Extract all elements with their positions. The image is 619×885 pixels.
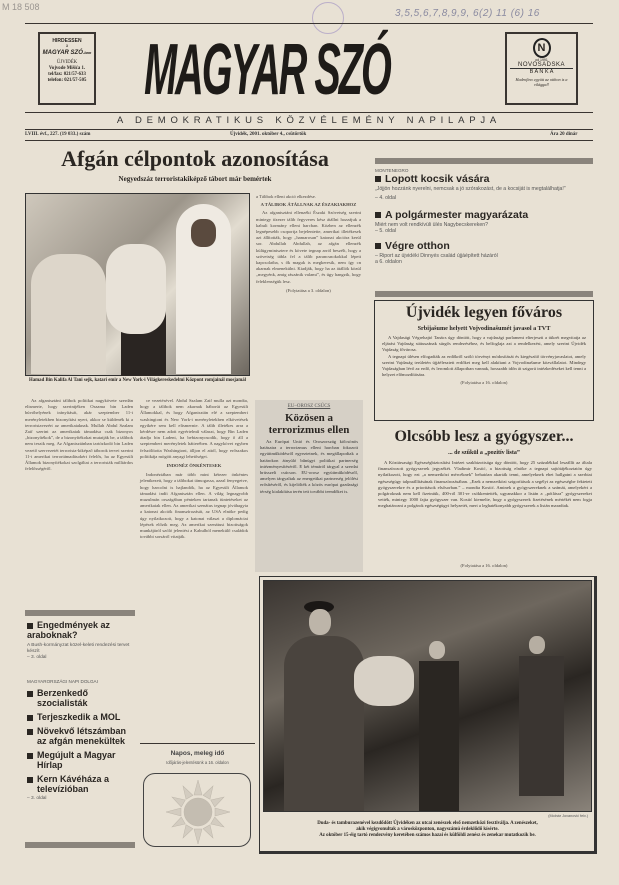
handwritten-note: 3,5,5,6,7,8,9,9, 6(2) 11 (6) 16 <box>395 8 540 19</box>
newspaper-title: MAGYAR SZÓ <box>144 29 390 110</box>
medicine-body: A Köztársasági Egészségbiztosítási Intézet szakbizottsága úgy döntött, hogy 25 százalékkal leszállít az általa finanszírozott gyógyszerek jegyzékét. Vladimir Kostić, a bizottság elnöke a tegnapi sajtótájékoztatón úgy nyilatkozott, hogy ezt „a nemzetközi mércéknek” behatóan akarták tenni, amelyeknek ebet hallgatni a szerbiai egészségügy talpraállításának finanszírozásában. „Ezek a nemzetközi szigorítások a segélyt az egészségbe fektetett gyógyszerekre és a prioritások elsősorban.” – mondta Kostić. Aminek a gyógyszereknek a számát, amelyekért a polgároknak nem kell fizetniük, 400-ról 301-re csökkentették, ugyanakkor a listán a „pótlásra” gyógyszereket vették, mintegy 1000 fajta gyógyszer van. Kostić kiemelte, hogy a gyógyszerek fizetésének mértékét nem fogja meghatározni a polgárok egészségügyi helyzetét, mert a leghatékonyabb gyógyszerek a listán maradtak. <box>378 460 592 509</box>
lead-body-col1: Az afganisztáni tálibok politikai nagykövete szerdán elismerte, hogy szerintjéken Oszama bin Laden búvóhelyének irányítását, akár szeptember 11-i merényletekben bizonyítást nyert, akkor se küldenék ki a terroristavezért az amerikaiaknak. Mullah Abdul Szalam Zaif szerint az amerikaiak támadása csak bizonyos „bizonyítékok”, de a bizonyítékokat mutatják be, a tálibok nem teszik meg. Az Afganisztánban tartózkodó bin Laden vezető szervezetét terrorista-kiképző táborok tervei szerint 11-i amerikai terrortámadásokért felelős, ha az Egyesült Államok bizonyítékokat szolgáltat a terroristák milliárdos felelősségéről. <box>25 398 133 472</box>
price: Ára 20 dinár <box>550 132 578 137</box>
weather-title: Napos, meleg idő <box>170 750 225 757</box>
brief-item[interactable]: Növekvő létszámban az afgán menekültek <box>27 726 137 746</box>
brief-item[interactable]: Megújult a Magyar Hírlap <box>27 750 137 770</box>
lead-side-text: a Tálibok elleni akció elkezdése. A TÁLIBOK ÁTÁLLNAK AZ ÉSZAKIAKHOZ Az afganisztáni ellenzéki Északi Szövetség szerint mintegy tízezer tálib fegyveres kész átállni hozzájuk a kabuli kormány elleni harcban. Közben az ellenzék legnépesebb csoportja bejelentette, amerikai illetékesek azt állították, hogy „hamarosan” katonai akcióra kerül sor. Abdullah Abdullah, az afgán ellenzék külügyminisztere és követe tegnap arról beszélt, hogy a szövetség tábla fel a tálib parancsnokokkal lépett kapcsolatba, s ők maguk is megkeresik, nem így cn akarnak elmenekülni. Kiadják, hogy ha az átállók közül „megyénk, amig rászánik valami”, és úgy hangzik, hogy feleklenségük lesz. (Folytatása a 3. oldalon) <box>256 194 361 293</box>
brief-item[interactable]: Lopott kocsik vására „Jöjjön hozzánk nyerelni, nemcsak a jó szórakozást, de a kocsiját is megtalálhatja!” – 4. oldal <box>375 173 566 201</box>
section-label: MAGYARORSZÁGI NAPI DOLGAI <box>27 679 98 684</box>
bank-ad-box: N od 1991 NOVOSADSKA B A N K A Hadrofino együtt az otthon is a világgal! <box>505 32 578 105</box>
advertise-box: HIRDESSEN a MAGYAR SZÓ-ban ÚJVIDÉK Vojvode Mišića 1. tel/fax: 021/57-633 telefon: 021/57-505 <box>38 32 96 105</box>
side-subheading: A TÁLIBOK ÁTÁLLNAK AZ ÉSZAKIAKHOZ <box>260 202 357 208</box>
emir-photo <box>25 193 250 376</box>
lead-headline: Afgán célpontok azonosítása <box>61 146 329 171</box>
photo-caption: Hamad Bin Kalifa Al Tani sejk, katari emir a New York-i Világkereskedelmi Központ romjainál mosjamál <box>29 378 246 383</box>
weather-box <box>143 773 251 847</box>
novi-sad-box: Újvidék legyen főváros Srbijašume helyett Vojvodinašumét javasol a TVT A Vajdasági Végrehajtó Tanács úgy döntött, hogy a vajdasági parlament elterjeszti a tükrét megvitatja az eljárást Vajdaság státuszának sürgős rendezéséhez, és belfoglaja azt a rendelkezést, amely szerint Újvidék Vajdaság fővárosa. A tegnapi ülésen elfogadták az erdőkről szóló törvényt módosítását és kiegészítő törvényjavaslatot, amely szerint Vajdaság területén újjáélesztett erdőket meg kell alakítani a Vojvodinašume közvállalatot. Mindegy Vajdaságban lévő az erdő, és leromlott állapotban vannak, hosszabb időn át szigorú intézkedéseket kell tenni a helyzet előmozdítására. (Folytatása a 16. oldalon) <box>374 300 594 421</box>
montenegro-briefs: MONTENEGRO Lopott kocsik vására „Jöjjön hozzánk nyerelni, nemcsak a jó szórakozást, de a kocsiját is megtalálhatja!” – 4. oldal A polgármester magyarázata Miért nem volt rendkívüli ülés Nagybecskereken? – 5. oldal Végre otthon – Riport az újvidéki Dinnyés család újjáépített házáról a 6. oldalon <box>375 168 593 265</box>
festival-photo-box <box>259 576 597 854</box>
lead-body-col2: ce vezetésével. Abdul Szalam Zaif mulla azt mondta, hogy a tálibok nem akarnak háborút az Egyesült Államokkal, és hogy Afganisztán elé a szeptemberi washingtoni és New York-i merényletekben elkövetések egyikére sem kell elismernie. A tálib illetékes arra a kérdésre nem adott egyértelmű választ, hogy Bin Laden átadja bin Ladent, ha bebizonyosodik, hogy ő áll a szeptemberi merényletek hátterében. A nagykövet egyben felszólította Washingtont, álljon el attól, hogy erőszakos politikája mögött anyagi lehetőséget. INDONÉZ ÖNKÉNTESEK Indonéziában már több mint kétezer önkéntes jelentkezett, hogy a tálibokat támogassa, azzal fenyegetve, hogy harcolni is hajlandók, ha az Egyesült Államok támadást indít Afganisztán ellen. A világ legnagyobb muzulmán országában pénteken tartanak tüntetéseket az amerikaiak ellen. Az amerikai szenátus tegnap jóváhagyta a katonai akciók finanszírozását, az USA elnöke pedig úgy nyilatkozott, hogy a katonai választ a diplomáciai lépések előzik meg. Az amerikai szenátusi bizottságok munkájáról szóló jelentést a Kabulból menekülő családok további sorsáról vitatják. <box>140 398 248 540</box>
issue-number: LVIII. évf., 227. (19 033.) szám <box>25 132 91 137</box>
hungary-briefs-list: Berzenkedő szocialisták Terjeszkedik a MOL Növekvő létszámban az afgán menekültek Megújult a Magyar Hírlap Kern Kávéháza a televízióban – 3. oldal <box>27 688 137 802</box>
festival-caption: Duda- és tamburazenével kezdődött Újvidéken az utcai zenészek első nemzetközi fesztiválja. A zenészeket, akik végigvonultak a városközponton, nagyszámú érdeklődő kísérte. Az október 15-éig tartó rendezvény keretében számos hazai és külföldi zenész és zenekar mutatkozik be. <box>317 821 538 839</box>
brief-item[interactable]: A polgármester magyarázata Miért nem volt rendkívüli ülés Nagybecskereken? – 5. oldal <box>375 208 529 234</box>
sun-icon <box>144 774 252 848</box>
tagline: A DEMOKRATIKUS KÖZVÉLEMÉNY NAPILAPJA <box>116 115 502 126</box>
bank-logo-icon: N <box>533 38 551 58</box>
brief-item[interactable]: Berzenkedő szocialisták <box>27 688 137 708</box>
archive-number-mark: M 18 508 <box>2 2 40 12</box>
festival-photo <box>263 580 592 812</box>
medicine-headline: Olcsóbb lesz a gyógyszer... <box>394 428 574 445</box>
eu-russia-box: EU–OROSZ CSÚCS Közösen a terrorizmus ellen Az Európai Unió és Oroszország kölcsönös hatásaira a terrorizmus elleni harcban fokozott együttműködésről egyeztetnek, és megállapodtak a határokon átnyúló bűnügyi politikai partnerség intézményesítéséről. E két témáról tárgyal a szerdai brüsszeli csúcson. EU-orosz együttműködésről, amelyen tárgyaltak az energetikai partnerség jelölési erősítéséről, és kijelölték a közös európai gazdasági térség kialakítása terén tett további teendőket is. <box>255 400 363 572</box>
weather-note: Időjárás-jelentésünk a 16. oldalon <box>166 760 229 765</box>
photo-credit: (Molnár Jovanović felv.) <box>548 814 588 818</box>
brief-arab-concessions[interactable]: Engedmények az araboknak? A Bush-kormányzat közel-keleti rendezési tervet készít – 3. oldal <box>27 620 130 660</box>
brief-item[interactable]: Kern Kávéháza a televízióban <box>27 774 137 794</box>
brief-item[interactable]: Terjeszkedik a MOL <box>27 712 137 722</box>
dateline: Újvidék, 2001. október 4., csütörtök <box>230 132 307 137</box>
eu-russia-headline: Közösen a terrorizmus ellen <box>268 412 350 436</box>
brief-item[interactable]: Végre otthon – Riport az újvidéki Dinnyés család újjáépített házáról a 6. oldalon <box>375 239 498 265</box>
lead-subhead: Negyedszáz terroristakiképző tábort már bemértek <box>118 175 272 183</box>
novi-sad-headline: Újvidék legyen főváros <box>405 304 563 321</box>
